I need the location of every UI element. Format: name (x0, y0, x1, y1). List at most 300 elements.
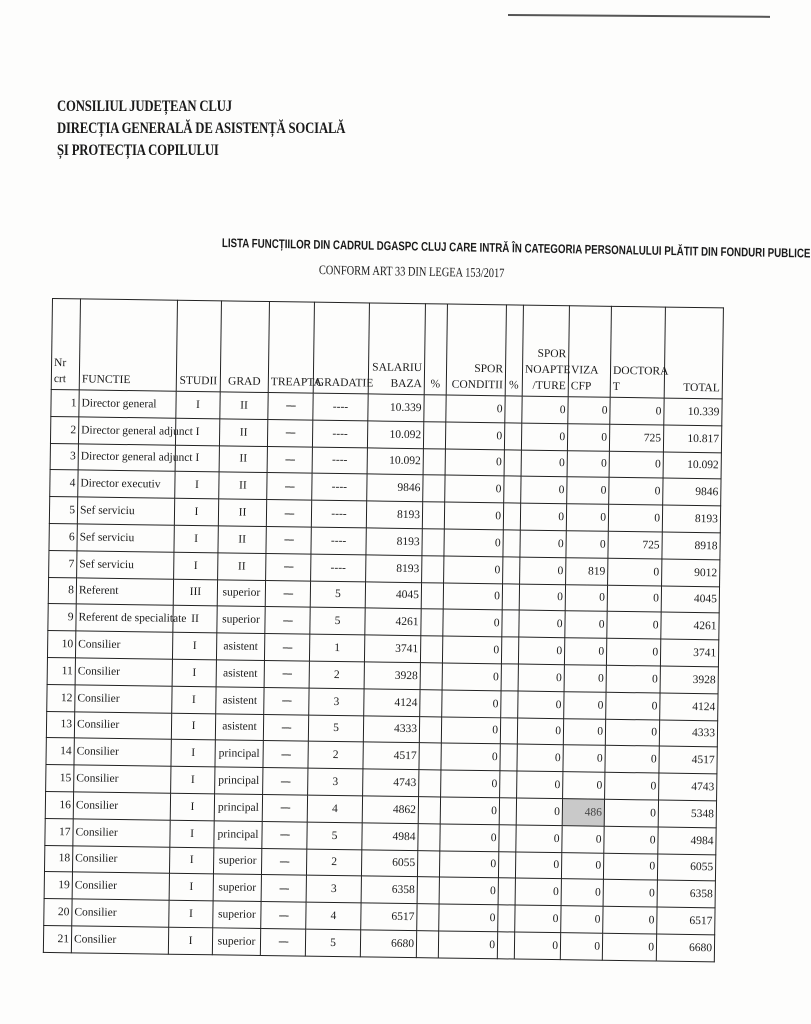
cell-treapta: ---- (262, 794, 307, 821)
cell-salariu: 4862 (362, 796, 418, 824)
document-subtitle: CONFORM ART 33 DIN LEGEA 153/2017 (318, 262, 505, 281)
cell-salariu: 8193 (366, 528, 422, 556)
cell-nr: 19 (44, 872, 72, 899)
cell-gradatie: 1 (309, 634, 364, 662)
cell-total: 8193 (662, 505, 720, 533)
cell-grad: asistent (216, 633, 264, 660)
cell-viza: 819 (566, 557, 608, 584)
cell-pct1 (420, 663, 442, 690)
col-header-spor-conditii: SPOR CONDITII (446, 304, 506, 396)
cell-grad: II (219, 419, 267, 446)
cell-doctorat: 725 (608, 531, 662, 559)
cell-pct2 (500, 771, 517, 798)
cell-spor: 0 (443, 609, 502, 637)
cell-studii: I (175, 418, 219, 445)
cell-pct2 (500, 744, 517, 771)
cell-treapta: ---- (263, 741, 308, 768)
cell-spor: 0 (441, 770, 500, 798)
cell-viza: 0 (568, 397, 610, 424)
cell-gradatie: 3 (309, 688, 364, 716)
cell-gradatie: ---- (312, 474, 367, 502)
cell-doctorat: 0 (603, 853, 657, 881)
cell-salariu: 6517 (361, 903, 417, 931)
cell-treapta: ---- (266, 553, 311, 580)
cell-studii: III (173, 579, 217, 606)
cell-noapte: 0 (518, 691, 564, 718)
cell-studii: I (175, 445, 219, 472)
cell-pct2 (501, 664, 518, 691)
cell-total: 3741 (660, 639, 718, 667)
cell-spor: 0 (439, 904, 498, 932)
cell-treapta: ---- (268, 393, 313, 420)
cell-spor: 0 (444, 556, 503, 584)
cell-functie: Consilier (73, 819, 170, 847)
cell-nr: 20 (44, 899, 72, 926)
cell-gradatie: ---- (311, 527, 366, 555)
cell-pct1 (424, 395, 446, 422)
cell-gradatie: 5 (307, 822, 362, 850)
cell-spor: 0 (444, 502, 503, 530)
cell-doctorat: 0 (603, 880, 657, 908)
col-header-gradatie: GRADATIE (313, 302, 369, 394)
cell-grad: superior (213, 847, 261, 874)
cell-grad: principal (214, 794, 262, 821)
cell-pct2 (503, 503, 520, 530)
cell-pct2 (499, 798, 516, 825)
cell-nr: 18 (44, 845, 72, 872)
cell-pct1 (417, 850, 439, 877)
cell-functie: Director general adjunct (78, 443, 175, 471)
cell-treapta: ---- (263, 768, 308, 795)
cell-noapte: 0 (519, 610, 565, 637)
cell-pct2 (503, 557, 520, 584)
cell-treapta: ---- (264, 660, 309, 687)
cell-functie: Consilier (75, 658, 172, 686)
cell-studii: I (170, 793, 214, 820)
cell-total: 9012 (662, 559, 720, 587)
cell-pct2 (502, 583, 519, 610)
cell-grad: II (220, 392, 268, 419)
cell-salariu: 4984 (362, 823, 418, 851)
col-header-viza: VIZA CFP (568, 306, 611, 398)
cell-pct1 (418, 797, 440, 824)
cell-gradatie: ---- (311, 500, 366, 528)
cell-salariu: 8193 (366, 555, 422, 583)
col-header-functie: FUNCTIE (79, 299, 177, 391)
cell-salariu: 4333 (363, 715, 419, 743)
cell-spor: 0 (442, 690, 501, 718)
cell-pct2 (499, 825, 516, 852)
cell-spor: 0 (445, 449, 504, 477)
cell-gradatie: 2 (309, 661, 364, 689)
cell-grad: II (218, 526, 266, 553)
cell-studii: I (174, 552, 218, 579)
cell-grad: principal (215, 767, 263, 794)
cell-treapta: ---- (265, 580, 310, 607)
cell-total: 4743 (659, 773, 717, 801)
cell-functie: Sef serviciu (77, 551, 174, 579)
cell-salariu: 4743 (363, 769, 419, 797)
cell-doctorat: 0 (606, 692, 660, 720)
cell-salariu: 3928 (364, 662, 420, 690)
cell-salariu: 9846 (367, 474, 423, 502)
cell-gradatie: ---- (312, 447, 367, 475)
cell-spor: 0 (444, 529, 503, 557)
cell-spor: 0 (446, 395, 505, 423)
cell-gradatie: 5 (305, 929, 360, 957)
col-header-salariu: SALARIU BAZA (368, 303, 425, 395)
cell-total: 6517 (657, 907, 715, 935)
cell-treapta: ---- (264, 634, 309, 661)
cell-total: 4124 (660, 693, 718, 721)
cell-gradatie: 3 (306, 875, 361, 903)
cell-noapte: 0 (521, 423, 567, 450)
cell-doctorat: 0 (606, 638, 660, 666)
cell-gradatie: 3 (308, 768, 363, 796)
cell-viza: 0 (564, 638, 606, 665)
header-line-1: CONSILIUL JUDEȚEAN CLUJ (57, 98, 232, 115)
cell-spor: 0 (441, 743, 500, 771)
cell-studii: I (168, 927, 212, 954)
cell-noapte: 0 (515, 905, 561, 932)
cell-viza: 0 (563, 772, 605, 799)
cell-functie: Consilier (74, 738, 171, 766)
cell-studii: I (169, 900, 213, 927)
cell-gradatie: 2 (306, 849, 361, 877)
cell-total: 4984 (658, 827, 716, 855)
cell-treapta: ---- (267, 446, 312, 473)
cell-viza: 0 (561, 852, 603, 879)
cell-pct1 (419, 716, 441, 743)
cell-functie: Director general (79, 390, 176, 418)
cell-pct2 (497, 932, 514, 959)
cell-studii: I (176, 391, 220, 418)
cell-noapte: 0 (516, 825, 562, 852)
cell-gradatie: 5 (308, 715, 363, 743)
cell-doctorat: 0 (604, 826, 658, 854)
cell-grad: superior (217, 579, 265, 606)
cell-spor: 0 (440, 824, 499, 852)
cell-functie: Referent de specialitate (76, 604, 173, 632)
cell-treapta: ---- (265, 607, 310, 634)
document-title: LISTA FUNCȚIILOR DIN CADRUL DGASPC CLUJ CARE INTRĂ ÎN CATEGORIA PERSONALULUI PLĂTIT DIN FONDURI PUBLICE (221, 236, 811, 261)
col-header-doctorat: DOCTORA T (610, 306, 665, 398)
cell-pct1 (420, 689, 442, 716)
cell-total: 9846 (663, 478, 721, 506)
cell-pct2 (498, 878, 515, 905)
cell-viza: 0 (565, 611, 607, 638)
cell-salariu: 6055 (361, 849, 417, 877)
cell-noapte: 0 (520, 530, 566, 557)
cell-noapte: 0 (516, 798, 562, 825)
cell-pct2 (501, 691, 518, 718)
cell-pct1 (417, 877, 439, 904)
cell-doctorat: 0 (605, 719, 659, 747)
cell-viza: 0 (562, 825, 604, 852)
cell-noapte: 0 (520, 557, 566, 584)
cell-functie: Consilier (74, 711, 171, 739)
cell-doctorat: 0 (602, 933, 656, 961)
cell-nr: 8 (48, 577, 76, 604)
cell-pct2 (504, 423, 521, 450)
cell-viza: 0 (561, 906, 603, 933)
cell-salariu: 6358 (361, 876, 417, 904)
cell-noapte: 0 (518, 664, 564, 691)
cell-total: 4261 (661, 612, 719, 640)
cell-nr: 21 (43, 925, 71, 952)
cell-spor: 0 (440, 797, 499, 825)
cell-spor: 0 (439, 851, 498, 879)
cell-pct1 (419, 770, 441, 797)
cell-nr: 10 (47, 631, 75, 658)
header-line-2: DIRECȚIA GENERALĂ DE ASISTENȚĂ SOCIALĂ (57, 120, 346, 137)
cell-functie: Consilier (72, 872, 169, 900)
cell-nr: 7 (49, 550, 77, 577)
cell-viza: 0 (564, 665, 606, 692)
cell-treapta: ---- (264, 687, 309, 714)
cell-viza: 0 (563, 745, 605, 772)
cell-total: 4517 (659, 746, 717, 774)
cell-grad: principal (214, 821, 262, 848)
cell-treapta: ---- (263, 714, 308, 741)
cell-grad: II (219, 472, 267, 499)
cell-gradatie: 4 (306, 902, 361, 930)
col-header-studii: STUDII (176, 300, 221, 392)
cell-spor: 0 (443, 583, 502, 611)
cell-grad: II (218, 499, 266, 526)
cell-functie: Consilier (75, 631, 172, 659)
cell-viza: 0 (566, 531, 608, 558)
cell-grad: superior (212, 928, 260, 955)
cell-nr: 13 (46, 711, 74, 738)
cell-pct2 (498, 851, 515, 878)
salary-table (43, 298, 724, 962)
cell-studii: I (175, 472, 219, 499)
cell-studii: I (171, 713, 215, 740)
col-header-pct1: % (424, 304, 447, 395)
cell-total: 4045 (661, 586, 719, 614)
cell-noapte: 0 (515, 878, 561, 905)
cell-noapte: 0 (518, 637, 564, 664)
cell-nr: 17 (45, 818, 73, 845)
salary-table-wrapper (43, 298, 723, 962)
cell-salariu: 3741 (364, 635, 420, 663)
cell-pct2 (502, 610, 519, 637)
cell-nr: 2 (50, 416, 78, 443)
cell-gradatie: 2 (308, 741, 363, 769)
cell-pct2 (504, 476, 521, 503)
cell-spor: 0 (445, 475, 504, 503)
cell-studii: I (174, 498, 218, 525)
cell-noapte: 0 (517, 718, 563, 745)
cell-gradatie: 4 (307, 795, 362, 823)
cell-doctorat: 0 (603, 906, 657, 934)
cell-salariu: 6680 (360, 930, 416, 958)
cell-total: 10.092 (663, 452, 721, 480)
cell-total: 10.817 (663, 425, 721, 453)
cell-studii: I (171, 766, 215, 793)
cell-doctorat: 0 (609, 478, 663, 506)
cell-treapta: ---- (260, 928, 305, 955)
col-header-grad: GRAD (220, 301, 269, 393)
cell-viza: 0 (561, 879, 603, 906)
cell-treapta: ---- (266, 526, 311, 553)
cell-total: 10.339 (664, 398, 722, 426)
cell-salariu: 10.092 (367, 421, 423, 449)
cell-pct1 (416, 931, 438, 958)
cell-treapta: ---- (267, 419, 312, 446)
cell-pct2 (501, 637, 518, 664)
cell-viza: 0 (563, 718, 605, 745)
cell-doctorat: 0 (604, 799, 658, 827)
cell-spor: 0 (438, 931, 497, 959)
cell-grad: II (218, 553, 266, 580)
cell-grad: superior (213, 874, 261, 901)
cell-studii: I (172, 632, 216, 659)
cell-viza: 0 (567, 477, 609, 504)
col-header-spor-noapte: SPOR NOAPTE /TURE (522, 305, 569, 397)
cell-pct1 (420, 636, 442, 663)
cell-nr: 4 (50, 470, 78, 497)
cell-pct1 (421, 582, 443, 609)
cell-treapta: ---- (261, 875, 306, 902)
cell-viza: 0 (567, 424, 609, 451)
cell-nr: 9 (48, 604, 76, 631)
cell-functie: Consilier (71, 926, 168, 954)
cell-treapta: ---- (261, 848, 306, 875)
cell-nr: 1 (51, 389, 79, 416)
cell-salariu: 4045 (365, 581, 421, 609)
col-header-treapta: TREAPTA (268, 302, 314, 394)
cell-grad: superior (217, 606, 265, 633)
cell-grad: asistent (215, 713, 263, 740)
cell-pct1 (423, 448, 445, 475)
cell-functie: Consilier (72, 899, 169, 927)
cell-gradatie: ---- (311, 554, 366, 582)
cell-pct2 (504, 449, 521, 476)
cell-treapta: ---- (261, 902, 306, 929)
cell-gradatie: 5 (310, 581, 365, 609)
cell-noapte: 0 (522, 396, 568, 423)
cell-pct1 (418, 823, 440, 850)
cell-pct1 (422, 529, 444, 556)
cell-doctorat: 0 (606, 665, 660, 693)
cell-spor: 0 (445, 422, 504, 450)
cell-salariu: 4517 (363, 742, 419, 770)
institution-header (57, 96, 345, 162)
cell-spor: 0 (441, 717, 500, 745)
cell-doctorat: 0 (608, 558, 662, 586)
header-line-3: ȘI PROTECȚIA COPILULUI (57, 142, 219, 159)
cell-pct2 (505, 396, 522, 423)
cell-functie: Consilier (72, 845, 169, 873)
cell-functie: Referent (76, 577, 173, 605)
cell-pct2 (498, 905, 515, 932)
cell-studii: I (169, 874, 213, 901)
cell-gradatie: ---- (312, 420, 367, 448)
cell-pct2 (500, 717, 517, 744)
scan-edge-line (508, 14, 770, 18)
cell-functie: Consilier (74, 765, 171, 793)
cell-functie: Sef serviciu (77, 497, 174, 525)
cell-nr: 5 (49, 497, 77, 524)
cell-pct1 (419, 743, 441, 770)
col-header-total: TOTAL (664, 307, 723, 399)
cell-salariu: 10.092 (367, 448, 423, 476)
cell-functie: Sef serviciu (77, 524, 174, 552)
cell-gradatie: ---- (313, 393, 368, 421)
cell-pct1 (423, 422, 445, 449)
cell-studii: I (172, 686, 216, 713)
cell-pct2 (503, 530, 520, 557)
cell-functie: Consilier (73, 792, 170, 820)
cell-grad: superior (213, 901, 261, 928)
cell-spor: 0 (439, 877, 498, 905)
cell-viza: 0 (566, 504, 608, 531)
cell-grad: asistent (216, 687, 264, 714)
cell-noapte: 0 (520, 503, 566, 530)
cell-salariu: 8193 (366, 501, 422, 529)
cell-studii: I (172, 659, 216, 686)
cell-nr: 6 (49, 523, 77, 550)
cell-total: 8918 (662, 532, 720, 560)
cell-studii: I (174, 525, 218, 552)
col-header-nr: Nr crt (51, 299, 80, 390)
cell-doctorat: 0 (610, 397, 664, 425)
cell-spor: 0 (442, 663, 501, 691)
cell-total: 6680 (656, 934, 714, 962)
col-header-pct2: % (505, 305, 523, 396)
cell-spor: 0 (442, 636, 501, 664)
cell-total: 6055 (657, 854, 715, 882)
cell-functie: Director executiv (78, 470, 175, 498)
cell-noapte: 0 (521, 450, 567, 477)
cell-treapta: ---- (266, 500, 311, 527)
cell-viza: 0 (567, 450, 609, 477)
cell-treapta: ---- (262, 821, 307, 848)
cell-nr: 3 (50, 443, 78, 470)
table-header-row (51, 299, 723, 399)
cell-functie: Consilier (75, 685, 172, 713)
cell-nr: 14 (46, 738, 74, 765)
cell-nr: 11 (47, 657, 75, 684)
cell-doctorat: 0 (607, 612, 661, 640)
cell-pct1 (421, 609, 443, 636)
cell-doctorat: 0 (609, 451, 663, 479)
cell-grad: asistent (216, 660, 264, 687)
cell-viza: 486 (562, 799, 604, 826)
cell-noapte: 0 (519, 584, 565, 611)
cell-grad: II (219, 445, 267, 472)
cell-studii: I (169, 847, 213, 874)
cell-nr: 12 (47, 684, 75, 711)
cell-salariu: 10.339 (368, 394, 424, 422)
cell-salariu: 4261 (365, 608, 421, 636)
cell-pct1 (423, 475, 445, 502)
cell-functie: Director general adjunct (78, 417, 175, 445)
cell-viza: 0 (560, 933, 602, 960)
cell-pct1 (422, 502, 444, 529)
cell-doctorat: 0 (605, 746, 659, 774)
cell-grad: principal (215, 740, 263, 767)
cell-noapte: 0 (517, 771, 563, 798)
cell-studii: I (171, 740, 215, 767)
cell-gradatie: 5 (310, 608, 365, 636)
cell-doctorat: 0 (605, 772, 659, 800)
cell-studii: I (170, 820, 214, 847)
cell-pct1 (422, 555, 444, 582)
cell-noapte: 0 (514, 932, 560, 959)
